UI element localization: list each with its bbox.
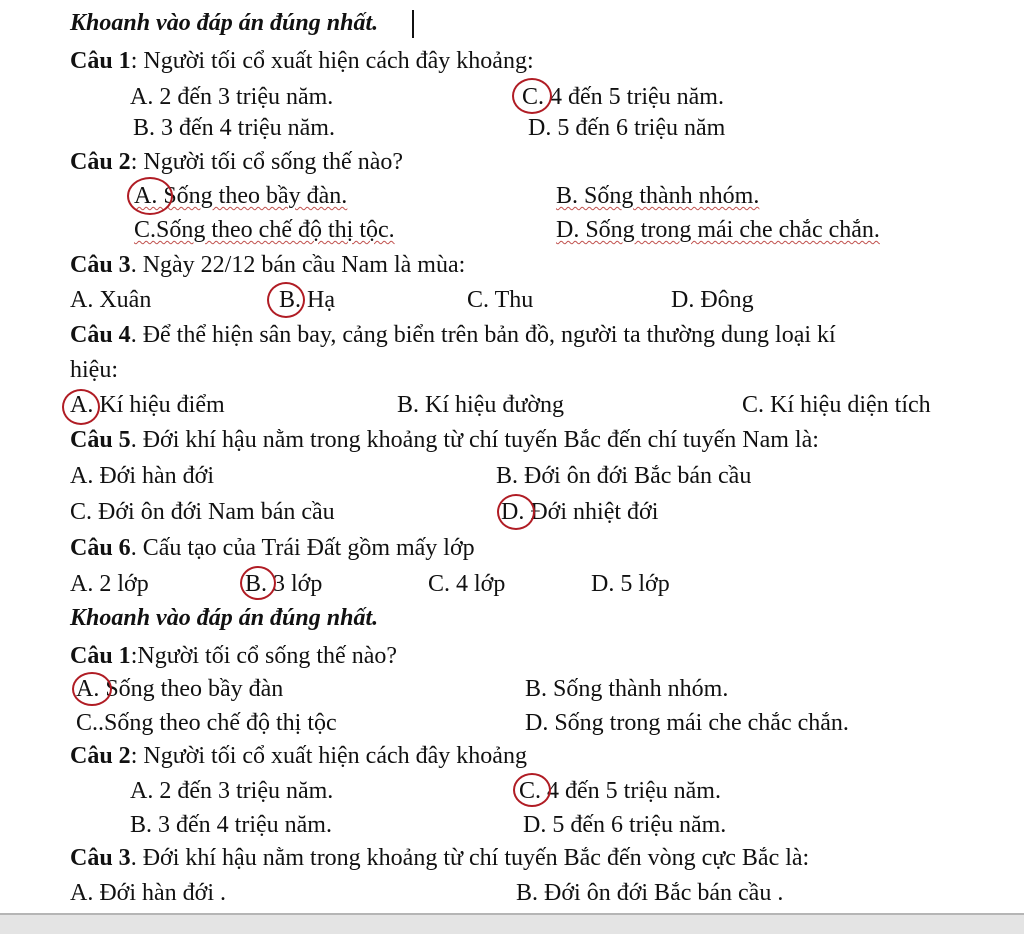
question-label: Câu 5 — [70, 427, 131, 453]
s2-q1-option-a: A. Sống theo bầy đàn — [76, 676, 284, 702]
s1-q4-option-c: C. Kí hiệu diện tích — [742, 392, 931, 418]
answer-circle — [240, 566, 276, 600]
s1-q1-option-d: D. 5 đến 6 triệu năm — [528, 115, 726, 141]
s1-q5-option-c: C. Đới ôn đới Nam bán cầu — [70, 499, 335, 525]
s1-q6-option-b: B. 3 lớp — [245, 571, 323, 597]
question-label: Câu 1 — [70, 643, 131, 669]
s1-q3-option-c: C. Thu — [467, 287, 534, 313]
s1-q2-option-b: B. Sống thành nhóm. — [556, 183, 760, 209]
s1-q2-question: Câu 2: Người tối cổ sống thế nào? — [70, 149, 404, 175]
question-label: Câu 2 — [70, 149, 131, 175]
s2-q1-question: Câu 1:Người tối cổ sống thế nào? — [70, 643, 398, 669]
text-cursor — [412, 10, 414, 38]
s2-q3-option-b: B. Đới ôn đới Bắc bán cầu . — [516, 880, 784, 906]
s2-q1-option-c: C..Sống theo chế độ thị tộc — [76, 710, 337, 736]
answer-circle — [127, 177, 173, 215]
s2-q2-option-c: C. 4 đến 5 triệu năm. — [519, 778, 721, 804]
s1-q3-option-b: B. Hạ — [279, 287, 335, 313]
s1-q2-option-a: A. Sống theo bầy đàn. — [134, 183, 348, 209]
s1-q1-option-c: C. 4 đến 5 triệu năm. — [522, 84, 724, 110]
answer-circle — [497, 494, 535, 530]
question-label: Câu 2 — [70, 743, 131, 769]
status-bar — [0, 913, 1024, 934]
s1-q2-option-c: C.Sống theo chế độ thị tộc. — [134, 217, 395, 243]
s1-q1-question: Câu 1: Người tối cổ xuất hiện cách đây khoảng: — [70, 48, 534, 74]
answer-circle — [267, 282, 305, 318]
question-label: Câu 1 — [70, 48, 131, 74]
s1-q6-question: Câu 6. Cấu tạo của Trái Đất gồm mấy lớp — [70, 535, 475, 561]
s1-q1-option-a: A. 2 đến 3 triệu năm. — [130, 84, 334, 110]
s1-q5-option-d: D. Đới nhiệt đới — [501, 499, 659, 525]
s1-q4-option-b: B. Kí hiệu đường — [397, 392, 565, 418]
s1-q6-option-a: A. 2 lớp — [70, 571, 149, 597]
question-label: Câu 3 — [70, 252, 131, 278]
s1-q5-question: Câu 5. Đới khí hậu nằm trong khoảng từ chí tuyến Bắc đến chí tuyến Nam là: — [70, 427, 819, 453]
s1-q5-option-a: A. Đới hàn đới — [70, 463, 215, 489]
s1-q4-question: Câu 4. Để thể hiện sân bay, cảng biển trên bản đồ, người ta thường dung loại kí — [70, 322, 836, 348]
s1-q4-question-cont: hiệu: — [70, 357, 118, 383]
question-label: Câu 6 — [70, 535, 131, 561]
s2-q2-option-a: A. 2 đến 3 triệu năm. — [130, 778, 334, 804]
answer-circle — [62, 389, 100, 425]
s1-q3-option-a: A. Xuân — [70, 287, 152, 313]
answer-circle — [512, 78, 552, 114]
s1-q4-option-a: A. Kí hiệu điểm — [70, 392, 225, 418]
s1-q6-option-c: C. 4 lớp — [428, 571, 506, 597]
s2-q1-option-d: D. Sống trong mái che chắc chắn. — [525, 710, 849, 736]
section-2-header: Khoanh vào đáp án đúng nhất. — [70, 605, 379, 631]
s2-q2-option-b: B. 3 đến 4 triệu năm. — [130, 812, 332, 838]
section-1-header: Khoanh vào đáp án đúng nhất. — [70, 10, 379, 36]
s1-q3-option-d: D. Đông — [671, 287, 754, 313]
s2-q2-option-d: D. 5 đến 6 triệu năm. — [523, 812, 727, 838]
s1-q1-option-b: B. 3 đến 4 triệu năm. — [133, 115, 335, 141]
s2-q3-question: Câu 3. Đới khí hậu nằm trong khoảng từ chí tuyến Bắc đến vòng cực Bắc là: — [70, 845, 810, 871]
s2-q2-question: Câu 2: Người tối cổ xuất hiện cách đây khoảng — [70, 743, 527, 769]
s2-q1-option-b: B. Sống thành nhóm. — [525, 676, 729, 702]
answer-circle — [72, 672, 112, 706]
s2-q3-option-a: A. Đới hàn đới . — [70, 880, 227, 906]
s1-q3-question: Câu 3. Ngày 22/12 bán cầu Nam là mùa: — [70, 252, 466, 278]
s1-q2-option-d: D. Sống trong mái che chắc chắn. — [556, 217, 880, 243]
question-label: Câu 3 — [70, 845, 131, 871]
s1-q5-option-b: B. Đới ôn đới Bắc bán cầu — [496, 463, 752, 489]
s1-q6-option-d: D. 5 lớp — [591, 571, 670, 597]
answer-circle — [513, 773, 551, 807]
question-label: Câu 4 — [70, 322, 131, 348]
